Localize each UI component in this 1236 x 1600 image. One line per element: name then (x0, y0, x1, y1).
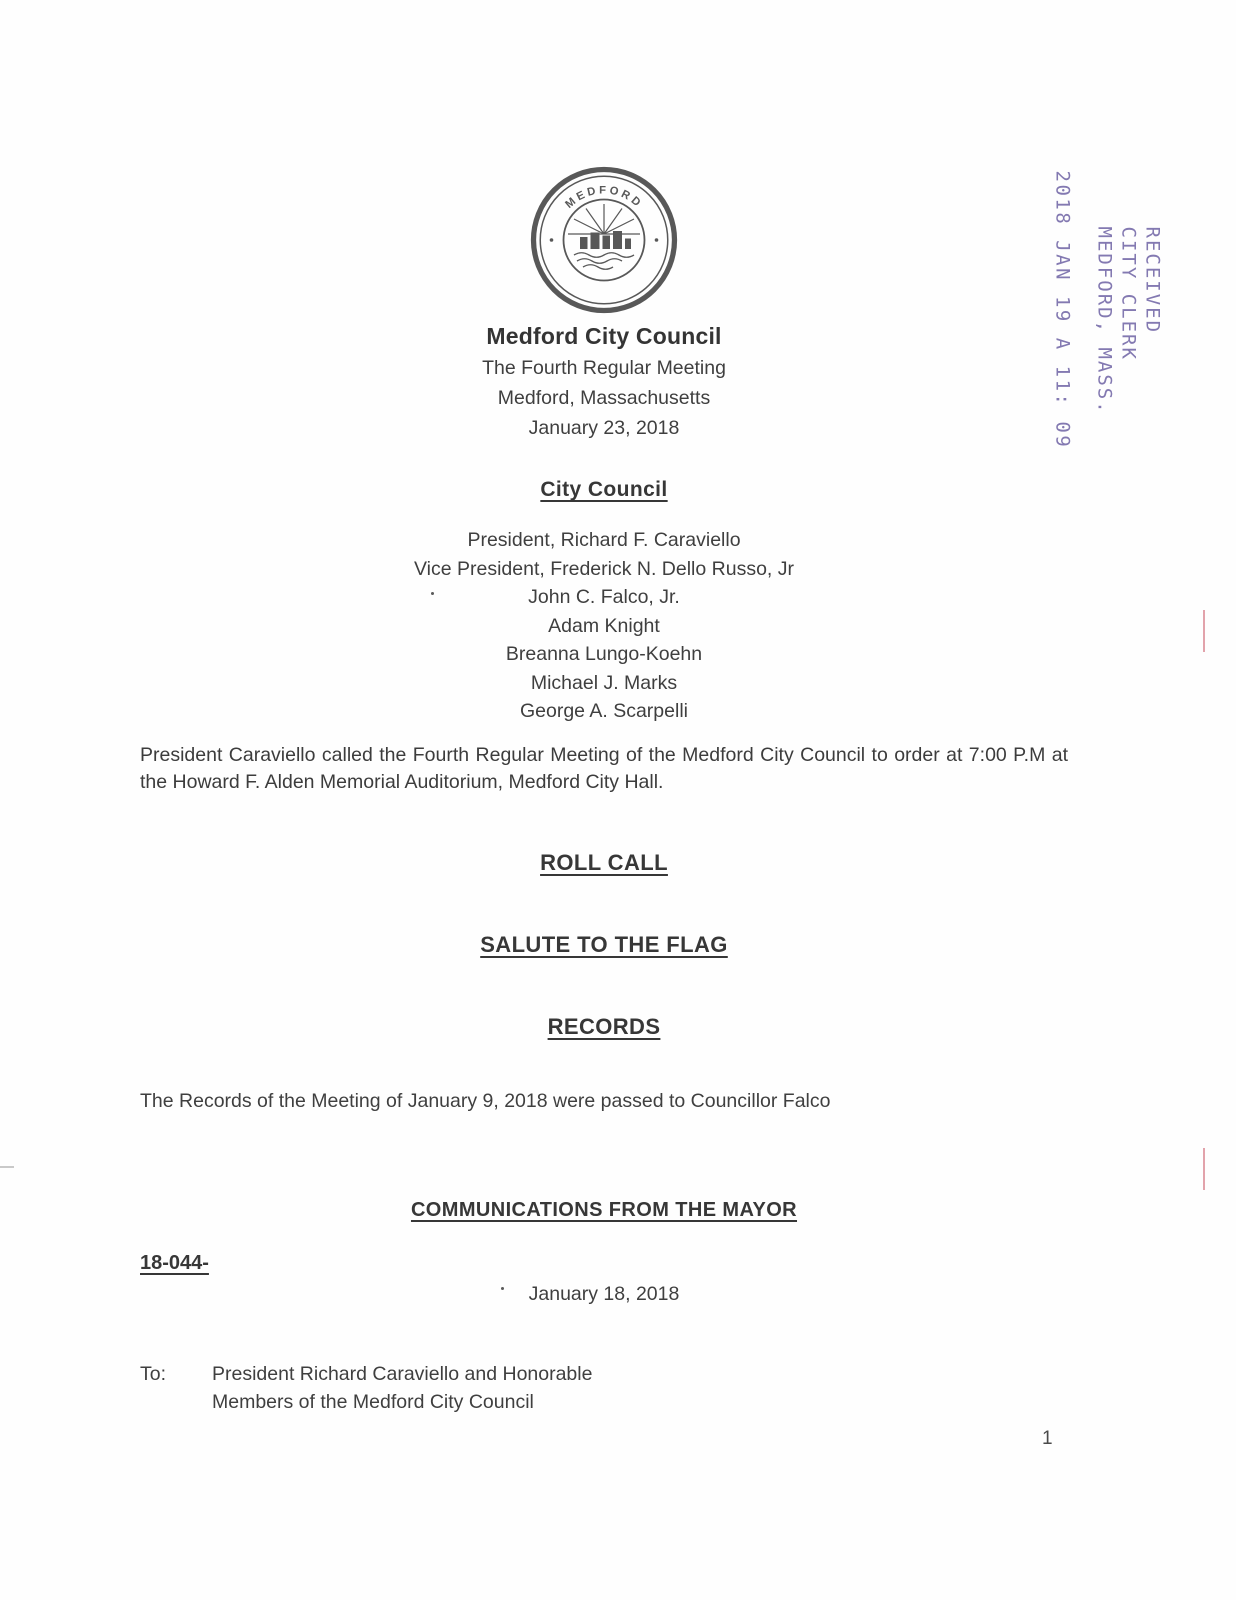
to-label: To: (140, 1362, 167, 1385)
stamp-datetime: 2018 JAN 19 A 11: 09 (1051, 170, 1074, 450)
council-member: President, Richard F. Caraviello (467, 529, 741, 551)
item-date: January 18, 2018 (528, 1282, 680, 1305)
addressee-block (140, 1360, 1068, 1416)
medford-city-seal-icon (529, 165, 679, 315)
scan-artifact (0, 1166, 14, 1168)
addressee-line-1: President Richard Caraviello and Honorable (212, 1362, 593, 1385)
council-member: Michael J. Marks (530, 671, 678, 694)
council-member: George A. Scarpelli (519, 700, 688, 722)
heading-roll-call: ROLL CALL (540, 849, 668, 875)
scan-speck (431, 592, 434, 595)
heading-records: RECORDS (547, 1013, 661, 1039)
document-title: Medford City Council (486, 323, 722, 349)
opening-paragraph: President Caraviello called the Fourth Regular Meeting of the Medford City Council to order at 7:00 P.M at the Howard F. Alden Memorial Auditorium, Medford City Hall. (140, 743, 1068, 793)
stamp-line-city-clerk: CITY CLERK (1117, 226, 1140, 361)
council-member: John C. Falco, Jr. (528, 586, 680, 608)
council-member: Adam Knight (548, 614, 660, 637)
heading-city-council: City Council (540, 478, 668, 501)
meeting-date: January 23, 2018 (528, 417, 680, 439)
meeting-subtitle: The Fourth Regular Meeting (482, 357, 726, 379)
seal-arc-text: MEDFORD (563, 184, 645, 211)
council-member: Breanna Lungo-Koehn (505, 643, 703, 665)
item-number-18-044: 18-044- (140, 1251, 209, 1274)
meeting-location: Medford, Massachusetts (497, 387, 711, 409)
addressee-line-2: Members of the Medford City Council (212, 1390, 534, 1413)
council-member: Vice President, Frederick N. Dello Russo, Jr (413, 557, 795, 580)
heading-salute-to-flag: SALUTE TO THE FLAG (480, 931, 728, 957)
scan-artifact (1203, 1148, 1205, 1190)
heading-communications-from-mayor: COMMUNICATIONS FROM THE MAYOR (410, 1198, 798, 1221)
stamp-line-medford-mass: MEDFORD, MASS. (1093, 226, 1116, 415)
page-number: 1 (1042, 1428, 1053, 1449)
addressee-lines (212, 1360, 592, 1416)
council-member-list (140, 526, 1068, 726)
records-statement: The Records of the Meeting of January 9, 2018 were passed to Councillor Falco (140, 1089, 831, 1112)
stamp-line-received: RECEIVED (1141, 226, 1164, 335)
scan-speck (501, 1287, 504, 1290)
scan-artifact (1203, 610, 1205, 652)
